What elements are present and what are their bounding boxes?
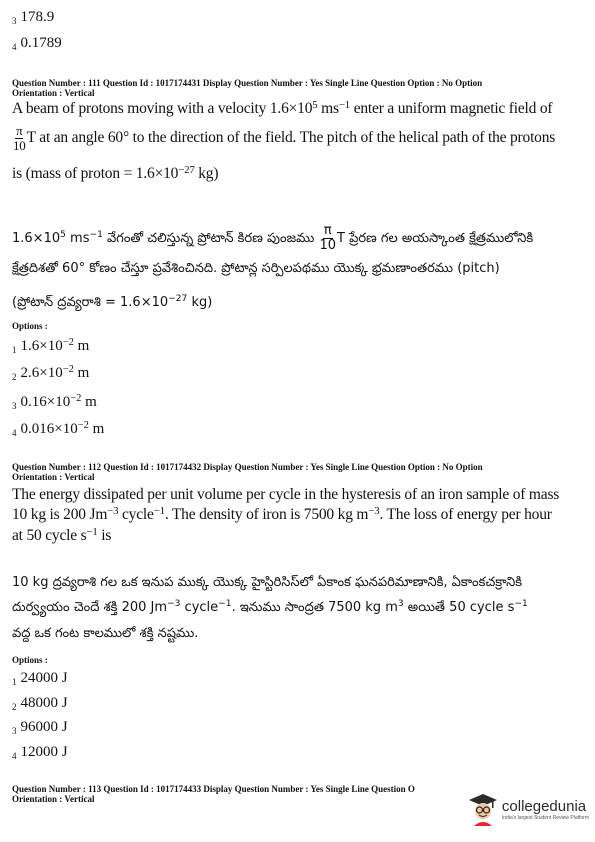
exponent: −1 bbox=[218, 599, 232, 609]
exponent: −1 bbox=[338, 99, 351, 111]
text-segment: 10 kg ద్రవ్యరాశి గల ఒక ఇనుప ముక్క యొక్క హైస్టిరిసిస్‌లో ఏకాంక ఘనపరిమాణానికి, ఏకాంకచక్రానికి bbox=[12, 575, 523, 590]
exponent: −1 bbox=[89, 230, 103, 240]
option-value: 0.1789 bbox=[20, 35, 62, 51]
text-segment: cycle bbox=[118, 506, 154, 523]
option-number: 2 bbox=[12, 702, 17, 712]
text-segment: at 50 cycle s bbox=[12, 527, 87, 544]
collegedunia-logo bbox=[468, 792, 589, 826]
option-number: 4 bbox=[12, 428, 17, 438]
exponent: 3 bbox=[397, 599, 404, 609]
student-mascot-icon bbox=[468, 792, 498, 826]
text-segment: 1.6×10 bbox=[12, 231, 61, 246]
question-text-english-line bbox=[12, 124, 555, 153]
question-orientation: Orientation : Vertical bbox=[12, 472, 95, 482]
option-number: 1 bbox=[12, 345, 17, 355]
exponent: 5 bbox=[312, 99, 318, 111]
option-number: 3 bbox=[12, 726, 17, 736]
text-segment: . ఇనుము సాంద్రత 7500 kg m bbox=[231, 600, 398, 615]
option-value: 48000 J bbox=[20, 695, 68, 711]
exponent: −1 bbox=[514, 599, 528, 609]
text-segment: The energy dissipated per unit volume per cycle in the hysteresis of an iron sample of mass bbox=[12, 486, 560, 503]
exponent: −27 bbox=[178, 164, 195, 176]
logo-name: collegedunia bbox=[501, 797, 587, 815]
option-item bbox=[12, 718, 68, 736]
question-text-telugu-line bbox=[12, 261, 500, 279]
question-meta bbox=[12, 462, 483, 482]
question-meta-line: Question Number : 112 Question Id : 1017174432 Display Question Number : Yes Single Line Question Option : No Option bbox=[12, 462, 483, 472]
exponent: −3 bbox=[368, 505, 380, 517]
text-segment: cycle bbox=[180, 600, 219, 615]
text-segment: వద్ద ఒక గంట కాలములో శక్తి నష్టము. bbox=[12, 626, 199, 641]
question-text-english-line bbox=[12, 504, 552, 525]
option-value: 178.9 bbox=[20, 9, 55, 25]
question-text-telugu-line bbox=[12, 626, 198, 644]
fraction bbox=[12, 124, 27, 153]
text-segment: kg) bbox=[187, 295, 213, 310]
exponent: −1 bbox=[86, 526, 98, 538]
text-segment: is bbox=[97, 527, 112, 544]
option-number: 2 bbox=[12, 372, 17, 382]
question-meta-line: Question Number : 113 Question Id : 1017174433 Display Question Number : Yes Single Line Question O bbox=[12, 784, 415, 794]
text-segment: T at an angle 60° to the direction of the field. The pitch of the helical path of the protons bbox=[26, 129, 556, 147]
text-segment: దుర్వ్యయం చెందే శక్తి 200 Jm bbox=[12, 600, 168, 615]
exponent: 5 bbox=[60, 230, 66, 240]
option-item bbox=[12, 420, 104, 438]
option-value: $2.6\times 10^{-2}$ m bbox=[20, 364, 90, 381]
text-segment: క్షేత్రదిశతో 60° కోణం చేస్తూ ప్రవేశించినది. ప్రోటాన్ల సర్పిలపథము యొక్క భ్రమణాంతరము (pitch) bbox=[12, 261, 500, 276]
exponent: −1 bbox=[153, 505, 165, 517]
options-label: Options : bbox=[12, 321, 48, 331]
question-text-english-line bbox=[12, 98, 552, 119]
question-meta bbox=[12, 784, 415, 804]
option-item bbox=[12, 393, 97, 411]
text-segment: (ప్రోటాన్ ద్రవ్యరాశి = 1.6×10 bbox=[12, 295, 169, 310]
option-number: 1 bbox=[12, 677, 17, 687]
option-number: 4 bbox=[12, 751, 17, 761]
question-orientation: Orientation : Vertical bbox=[12, 794, 95, 804]
option-number: 3 bbox=[12, 16, 17, 26]
text-segment: . The loss of energy per hour bbox=[379, 506, 552, 523]
question-text-telugu-line bbox=[12, 224, 533, 253]
question-text-english-line bbox=[12, 484, 559, 505]
question-text-english-line bbox=[12, 525, 111, 546]
question-text-telugu-line bbox=[12, 295, 212, 313]
option-number: 3 bbox=[12, 401, 17, 411]
question-text-telugu-line bbox=[12, 600, 528, 618]
fraction-numerator: π bbox=[16, 123, 23, 138]
fraction-numerator: π bbox=[323, 223, 332, 238]
option-value: 24000 J bbox=[20, 670, 68, 686]
fraction bbox=[318, 224, 337, 253]
option-value: 96000 J bbox=[20, 719, 68, 735]
option-value: $0.16\times 10^{-2}$ m bbox=[20, 393, 97, 410]
text-segment: ms bbox=[65, 231, 90, 246]
option-value: 12000 J bbox=[20, 744, 68, 760]
option-item bbox=[12, 8, 54, 26]
option-number: 4 bbox=[12, 42, 17, 52]
fraction-denominator: 10 bbox=[319, 238, 337, 253]
text-segment: అయితే 50 cycle s bbox=[403, 600, 515, 615]
text-segment: kg) bbox=[194, 165, 219, 182]
option-item bbox=[12, 34, 62, 52]
option-item bbox=[12, 743, 68, 761]
option-item bbox=[12, 337, 89, 355]
question-meta bbox=[12, 78, 482, 98]
text-segment: T ప్రేరణ గల అయస్కాంత క్షేత్రములోనికి bbox=[337, 231, 534, 246]
option-item bbox=[12, 694, 68, 712]
text-segment: ms bbox=[317, 100, 339, 117]
exponent: −3 bbox=[107, 505, 119, 517]
options-label: Options : bbox=[12, 655, 48, 665]
option-value: $0.016\times 10^{-2}$ m bbox=[20, 420, 105, 437]
text-segment: వేగంతో చలిస్తున్న ప్రోటాన్ కిరణ పుంజము bbox=[102, 231, 319, 246]
logo-tagline: India's largest Student Review Platform bbox=[501, 814, 589, 821]
option-item bbox=[12, 364, 89, 382]
text-segment: is (mass of proton = 1.6×10 bbox=[12, 165, 179, 182]
question-text-telugu-line bbox=[12, 575, 522, 593]
question-orientation: Orientation : Vertical bbox=[12, 88, 95, 98]
text-segment: enter a uniform magnetic field of bbox=[350, 100, 553, 117]
exponent: −27 bbox=[168, 294, 188, 304]
fraction-denominator: 10 bbox=[13, 138, 26, 153]
logo-text-block bbox=[502, 798, 589, 821]
question-text-english-line bbox=[12, 163, 218, 184]
question-meta-line: Question Number : 111 Question Id : 1017174431 Display Question Number : Yes Single Line Question Option : No Option bbox=[12, 78, 483, 88]
option-item bbox=[12, 669, 68, 687]
text-segment: A beam of protons moving with a velocity 1.6×10 bbox=[12, 100, 313, 117]
exponent: −3 bbox=[167, 599, 181, 609]
text-segment: 10 kg is 200 Jm bbox=[12, 506, 108, 523]
option-value: $1.6\times 10^{-2}$ m bbox=[20, 337, 90, 354]
text-segment: . The density of iron is 7500 kg m bbox=[164, 506, 369, 523]
